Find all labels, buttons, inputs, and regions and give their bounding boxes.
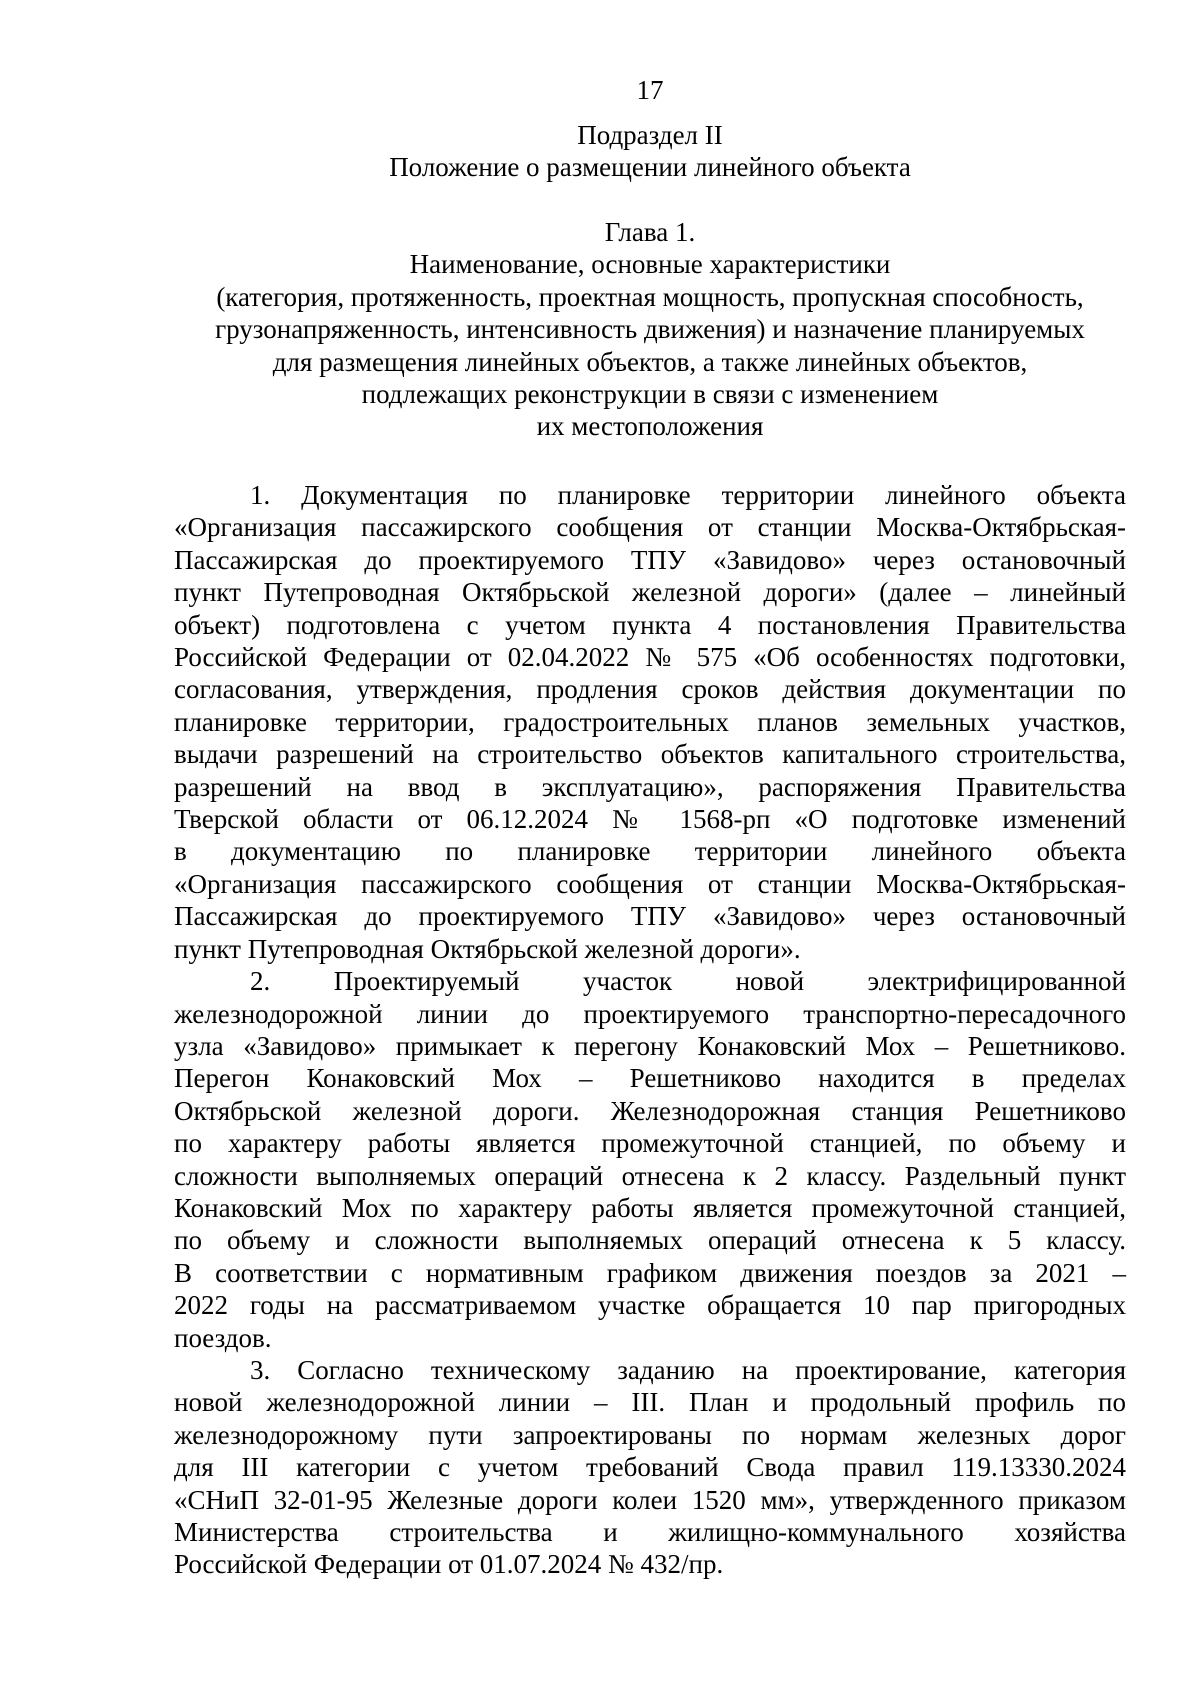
chapter-heading — [174, 216, 1126, 443]
paragraph-line: 2. Проектируемый участок новой электрифицированной — [250, 966, 1126, 997]
paragraph-line: в документацию по планировке территории линейного объекта — [174, 836, 1126, 867]
chapter-heading-line: (категория, протяженность, проектная мощность, пропускная способность, — [216, 281, 1084, 312]
chapter-heading-line: их местоположения — [536, 411, 764, 442]
paragraph-line: сложности выполняемых операций отнесена к 2 классу. Раздельный пункт — [174, 1160, 1126, 1191]
paragraph-line: узла «Завидово» примыкает к перегону Конаковский Мох – Решетниково. — [174, 1030, 1126, 1061]
paragraph-line: 2022 годы на рассматриваемом участке обращается 10 пар пригородных — [174, 1290, 1126, 1321]
paragraph-line: «Организация пассажирского сообщения от станции Москва-Октябрьская- — [174, 868, 1126, 899]
chapter-heading-line: Наименование, основные характеристики — [409, 249, 891, 280]
chapter-title: Глава 1. — [604, 217, 696, 247]
body-text — [174, 479, 1126, 1581]
paragraph-1 — [174, 479, 1126, 965]
paragraph-line: «СНиП 32-01-95 Железные дороги колеи 1520 мм», утвержденного приказом — [174, 1484, 1126, 1515]
paragraph-line: по объему и сложности выполняемых операций отнесена к 5 классу. — [174, 1225, 1126, 1256]
paragraph-line: Октябрьской железной дороги. Железнодорожная станция Решетниково — [174, 1095, 1126, 1126]
paragraph-line: планировке территории, градостроительных планов земельных участков, — [174, 706, 1126, 737]
chapter-heading-line: грузонапряженность, интенсивность движения) и назначение планируемых — [215, 314, 1085, 345]
paragraph-line: новой железнодорожной линии – III. План и продольный профиль по — [174, 1387, 1126, 1418]
paragraph-line: Российской Федерации от 02.04.2022 № 575 «Об особенностях подготовки, — [174, 642, 1126, 673]
paragraph-line: пункт Путепроводная Октябрьской железной дороги» (далее – линейный — [174, 577, 1126, 608]
paragraph-line: по характеру работы является промежуточной станцией, по объему и — [174, 1128, 1126, 1159]
subsection-heading — [174, 119, 1126, 184]
paragraph-line: согласования, утверждения, продления сроков действия документации по — [174, 674, 1126, 705]
paragraph-line: Перегон Конаковский Мох – Решетниково находится в пределах — [174, 1063, 1126, 1094]
paragraph-line: 1. Документация по планировке территории линейного объекта — [250, 480, 1126, 510]
paragraph-line: для III категории с учетом требований Свода правил 119.13330.2024 — [174, 1452, 1126, 1483]
paragraph-line: Конаковский Мох по характеру работы является промежуточной станцией, — [174, 1192, 1126, 1223]
chapter-heading-line: подлежащих реконструкции в связи с изменением — [361, 379, 939, 410]
paragraph-line: 3. Согласно техническому заданию на проектирование, категория — [250, 1354, 1126, 1385]
paragraph-line: объект) подготовлена с учетом пункта 4 постановления Правительства — [174, 609, 1126, 640]
paragraph-line: пункт Путепроводная Октябрьской железной дороги». — [174, 933, 801, 964]
paragraph-line: поездов. — [174, 1322, 272, 1353]
paragraph-3 — [174, 1354, 1126, 1581]
paragraph-2 — [174, 965, 1126, 1354]
paragraph-line: В соответствии с нормативным графиком движения поездов за 2021 – — [174, 1257, 1126, 1288]
page-number: 17 — [636, 75, 664, 105]
paragraph-line: железнодорожной линии до проектируемого транспортно-пересадочного — [174, 998, 1126, 1029]
paragraph-line: разрешений на ввод в эксплуатацию», распоряжения Правительства — [174, 771, 1126, 802]
paragraph-line: Тверской области от 06.12.2024 № 1568-рп «О подготовке изменений — [174, 804, 1126, 835]
paragraph-line: Министерства строительства и жилищно-коммунального хозяйства — [174, 1517, 1126, 1547]
paragraph-line: Российской Федерации от 01.07.2024 № 432/пр. — [174, 1549, 724, 1580]
paragraph-line: железнодорожному пути запроектированы по нормам железных дорог — [174, 1419, 1126, 1450]
paragraph-line: выдачи разрешений на строительство объектов капитального строительства, — [174, 739, 1126, 770]
paragraph-line: Пассажирская до проектируемого ТПУ «Завидово» через остановочный — [174, 544, 1126, 575]
subsection-subtitle: Положение о размещении линейного объекта — [389, 152, 911, 183]
chapter-heading-line: для размещения линейных объектов, а также линейных объектов, — [272, 346, 1028, 377]
paragraph-line: Пассажирская до проектируемого ТПУ «Завидово» через остановочный — [174, 901, 1126, 932]
subsection-title: Подраздел II — [577, 120, 723, 150]
paragraph-line: «Организация пассажирского сообщения от станции Москва-Октябрьская- — [174, 512, 1126, 543]
